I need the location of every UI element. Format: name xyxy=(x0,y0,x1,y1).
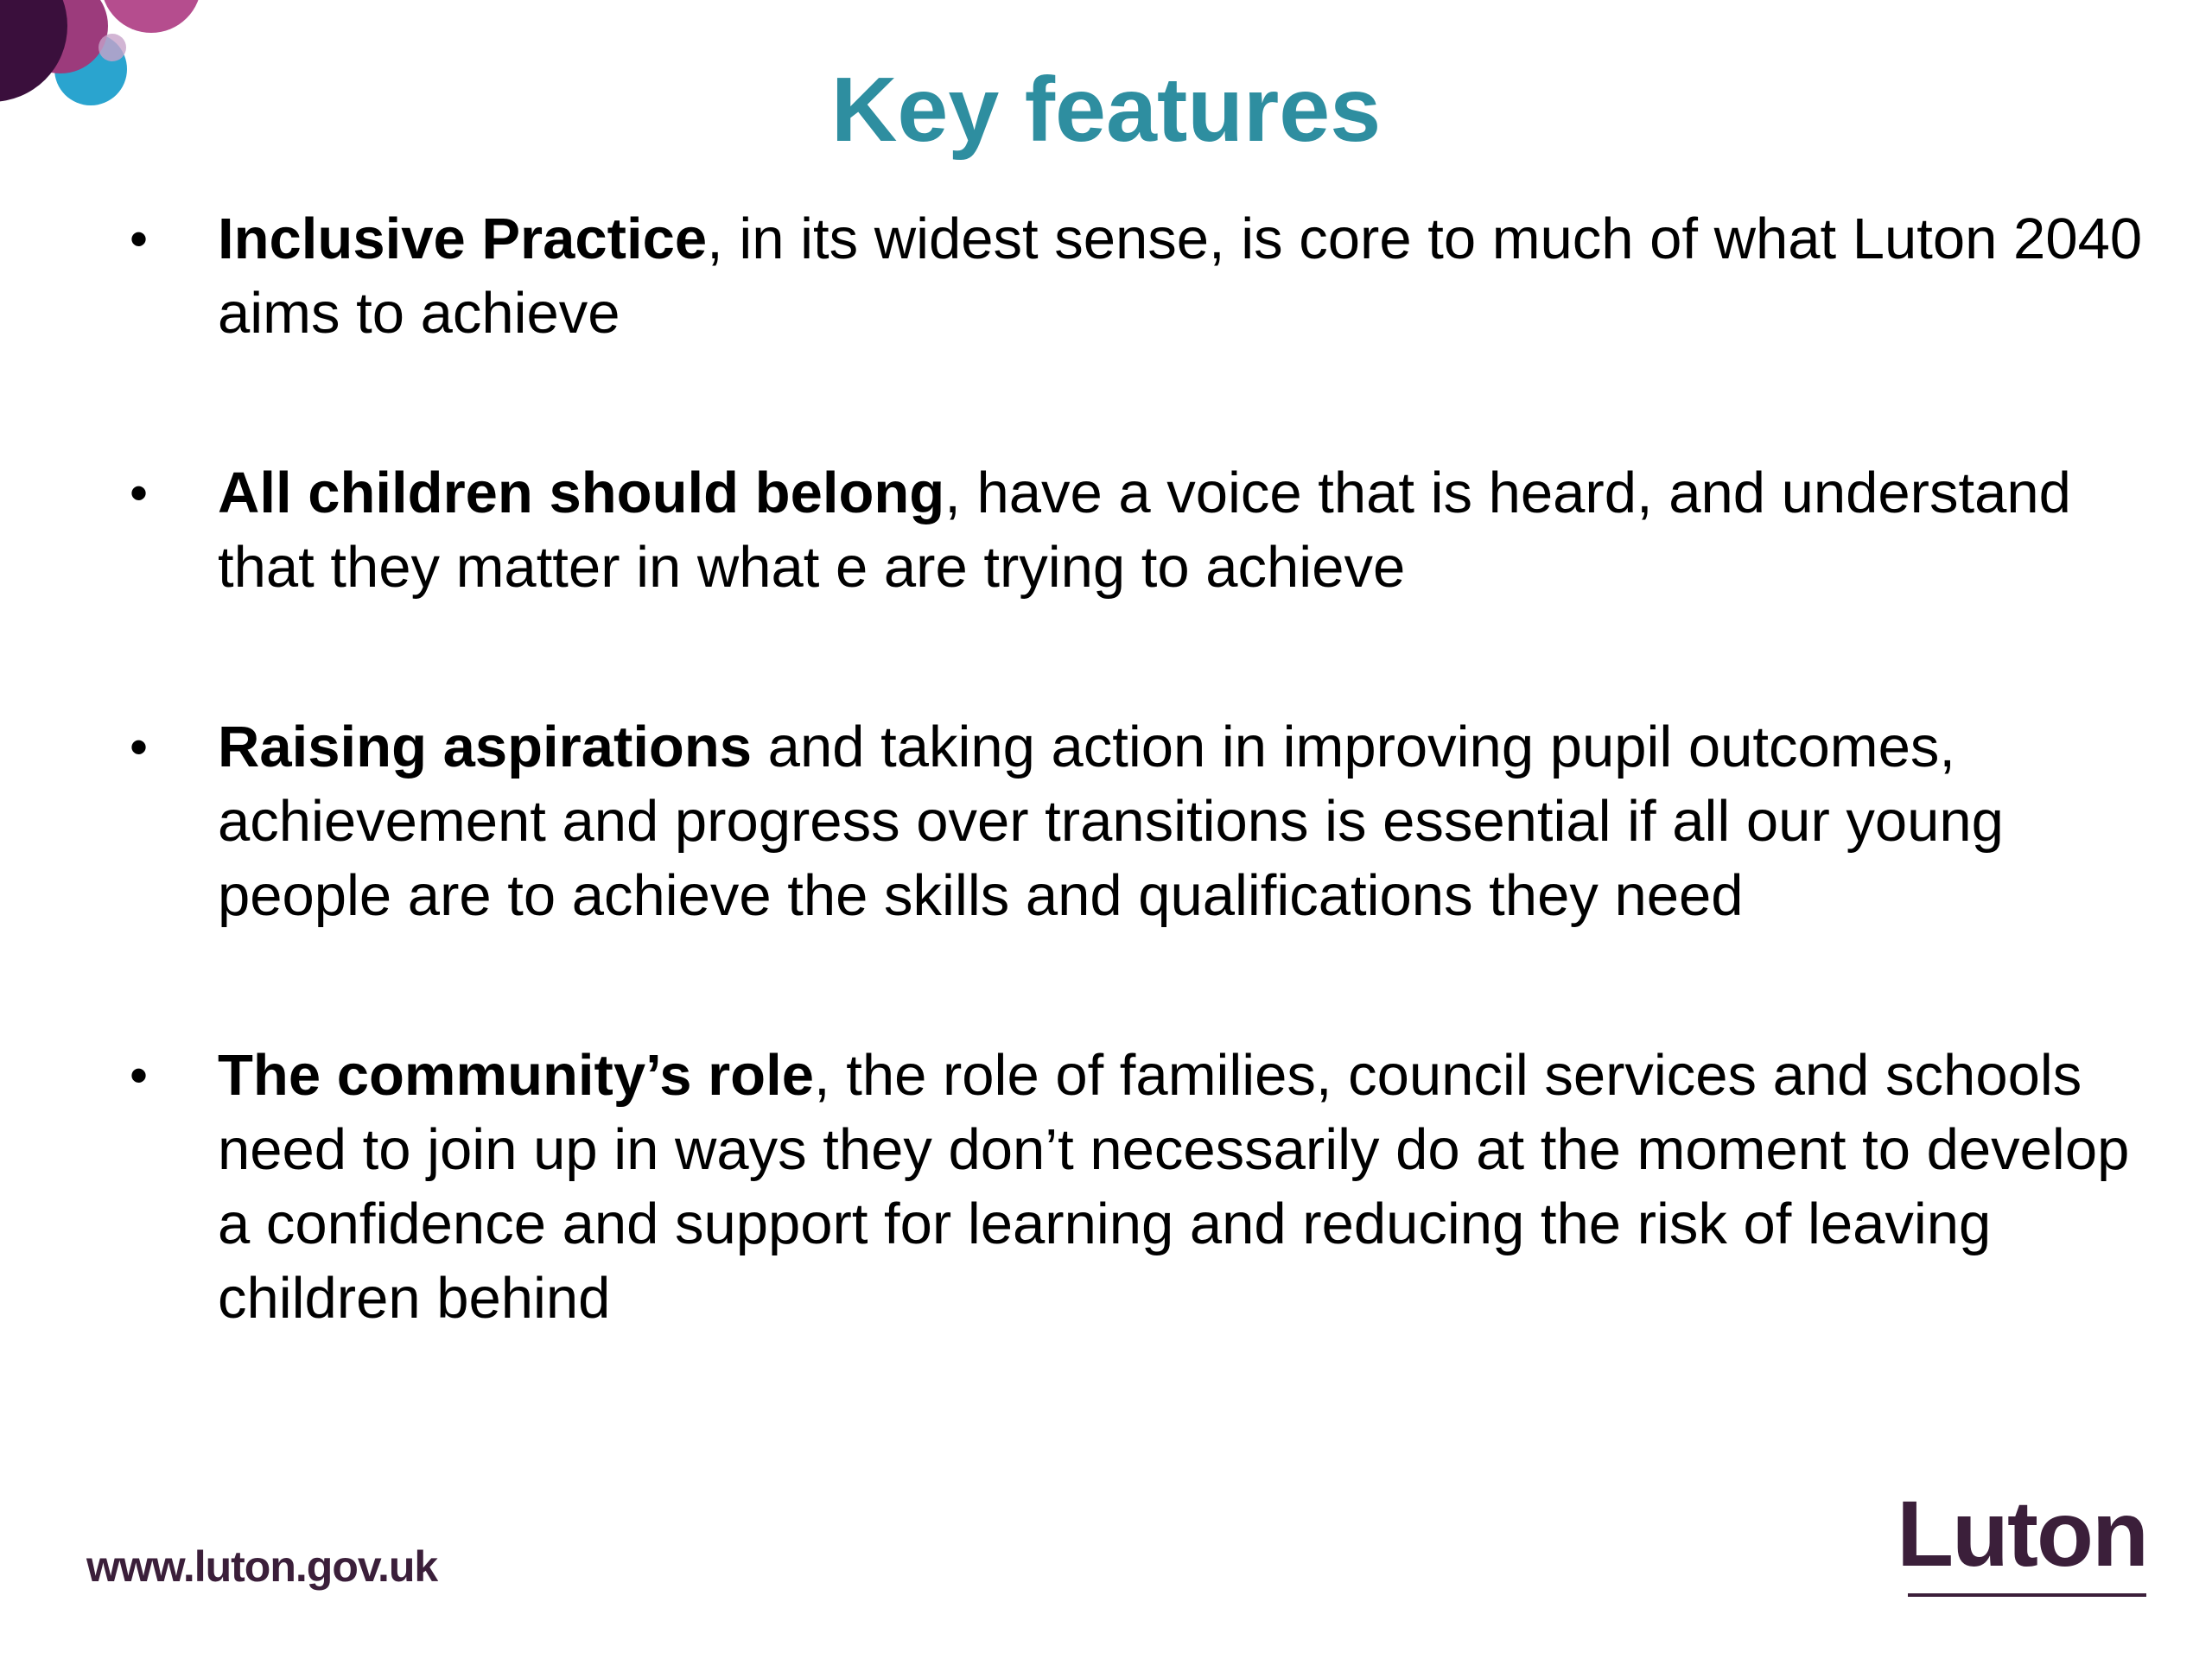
bullet-body: , have a voice that is heard, and understand that they matter in what e are trying to achieve xyxy=(218,461,2071,600)
footer-website-url: www.luton.gov.uk xyxy=(86,1542,438,1591)
bullet-bold-lead: All children should belong xyxy=(218,461,945,525)
bullet-text xyxy=(218,710,2153,933)
logo-underline xyxy=(1908,1593,2146,1597)
bullet-bold-lead: Raising aspirations xyxy=(218,715,753,779)
bullet-text xyxy=(218,1039,2153,1336)
bullet-bold-lead: Inclusive Practice xyxy=(218,207,708,271)
bullet-body: and taking action in improving pupil outcomes, achievement and progress over transitions is essential if all our young people are to achieve the skills and qualifications they need xyxy=(218,715,2004,928)
slide-title: Key features xyxy=(830,59,1382,161)
bullet-marker: • xyxy=(130,464,149,522)
bullet-body: , in its widest sense, is core to much of what Luton 2040 aims to achieve xyxy=(218,207,2143,346)
bullet-body: , the role of families, council services and schools need to join up in ways they don’t necessarily do at the moment to develop a confidence and support for learning and reducing the risk of leaving children behind xyxy=(218,1043,2130,1331)
luton-logo xyxy=(1892,1478,2152,1616)
bullet-marker: • xyxy=(130,718,149,776)
bullet-bold-lead: The community’s role xyxy=(218,1043,814,1108)
logo-wordmark: Luton xyxy=(1897,1481,2147,1586)
bullet-marker: • xyxy=(130,210,149,268)
bullet-text xyxy=(218,456,2153,605)
bullet-marker: • xyxy=(130,1046,149,1104)
bullet-text xyxy=(218,202,2153,351)
